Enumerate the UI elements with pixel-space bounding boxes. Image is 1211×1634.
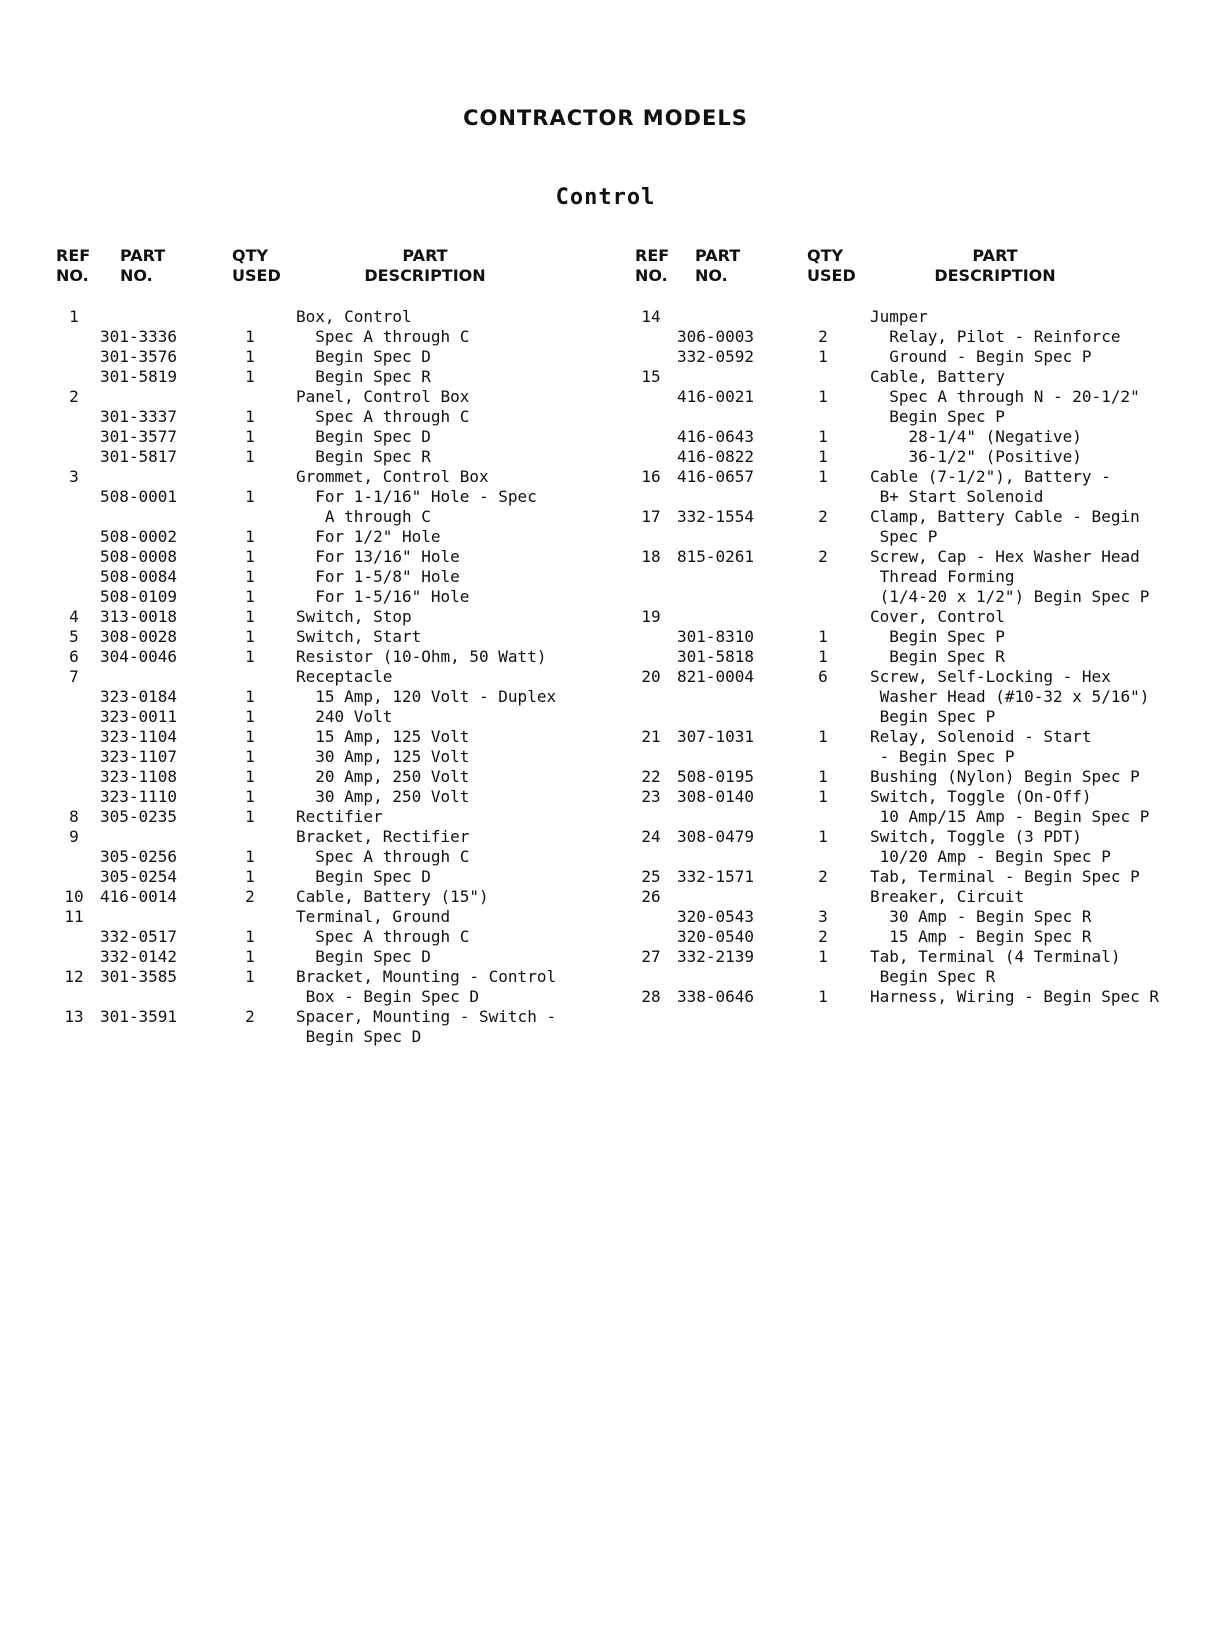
cell-desc: Switch, Toggle (3 PDT) xyxy=(870,827,1082,846)
cell-ref: 4 xyxy=(69,607,79,626)
cell-part: 320-0543 xyxy=(677,907,755,926)
table-row xyxy=(50,807,615,827)
table-row xyxy=(641,827,1211,847)
table-row xyxy=(641,547,1211,567)
cell-desc: 28-1/4" (Negative) xyxy=(870,427,1082,446)
col-desc-header: PART DESCRIPTION xyxy=(934,246,1056,285)
cell-part: 301-5818 xyxy=(677,647,755,666)
cell-qty: 1 xyxy=(245,647,255,666)
cell-part: 332-1554 xyxy=(677,507,755,526)
table-row xyxy=(50,787,615,807)
cell-ref: 28 xyxy=(641,987,661,1006)
cell-desc: Relay, Solenoid - Start xyxy=(870,727,1092,746)
col-ref-header: REF NO. xyxy=(635,246,670,285)
table-row xyxy=(650,647,1211,667)
cell-qty: 1 xyxy=(245,427,255,446)
cell-ref: 11 xyxy=(64,907,84,926)
cell-part: 313-0018 xyxy=(100,607,178,626)
cell-desc: Receptacle xyxy=(296,667,393,686)
cell-ref: 13 xyxy=(64,1007,84,1026)
table-row xyxy=(50,627,615,647)
cell-desc: 15 Amp - Begin Spec R xyxy=(870,927,1092,946)
cell-qty: 1 xyxy=(818,787,828,806)
cell-desc: Bracket, Mounting - Control xyxy=(296,967,557,986)
cell-qty: 1 xyxy=(245,347,255,366)
cell-desc: Switch, Start xyxy=(296,627,422,646)
cell-part: 301-3577 xyxy=(100,427,178,446)
cell-qty: 2 xyxy=(818,547,828,566)
table-row xyxy=(50,727,615,747)
cell-qty: 1 xyxy=(245,407,255,426)
table-row xyxy=(50,387,615,407)
cell-desc: Begin Spec D xyxy=(296,867,431,886)
table-row xyxy=(50,867,615,887)
cell-qty: 1 xyxy=(818,347,828,366)
table-body xyxy=(641,307,1211,1007)
cell-desc: Resistor (10-Ohm, 50 Watt) xyxy=(296,647,547,666)
table-row xyxy=(650,907,1211,927)
col-part-header: PART NO. xyxy=(120,246,166,285)
cell-desc: Begin Spec P xyxy=(870,707,996,726)
cell-qty: 1 xyxy=(818,427,828,446)
table-row xyxy=(650,747,1211,767)
table-row xyxy=(641,867,1211,887)
cell-desc: For 1-5/8" Hole xyxy=(296,567,460,586)
table-row xyxy=(641,727,1211,747)
table-row xyxy=(50,827,615,847)
table-row xyxy=(50,407,615,427)
cell-ref: 3 xyxy=(69,467,79,486)
cell-desc: Begin Spec P xyxy=(870,407,1005,426)
cell-part: 508-0002 xyxy=(100,527,178,546)
table-row xyxy=(50,527,615,547)
col-qty-header: QTY USED xyxy=(232,246,281,285)
cell-part: 332-0142 xyxy=(100,947,178,966)
table-row xyxy=(641,987,1211,1007)
cell-part: 301-5819 xyxy=(100,367,178,386)
table-row xyxy=(641,767,1211,787)
cell-desc: 15 Amp, 125 Volt xyxy=(296,727,470,746)
cell-qty: 2 xyxy=(818,927,828,946)
cell-qty: 6 xyxy=(818,667,828,686)
table-row xyxy=(50,887,615,907)
table-row xyxy=(641,667,1211,687)
col-ref-header: REF NO. xyxy=(56,246,91,285)
table-row xyxy=(50,987,615,1007)
cell-ref: 19 xyxy=(641,607,661,626)
cell-desc: Box - Begin Spec D xyxy=(296,987,480,1006)
cell-part: 323-1104 xyxy=(100,727,178,746)
cell-ref: 22 xyxy=(641,767,661,786)
cell-desc: Tab, Terminal (4 Terminal) xyxy=(870,947,1121,966)
cell-ref: 5 xyxy=(69,627,79,646)
cell-qty: 1 xyxy=(245,527,255,546)
cell-part: 307-1031 xyxy=(677,727,755,746)
cell-qty: 1 xyxy=(245,747,255,766)
cell-desc: Begin Spec P xyxy=(870,627,1005,646)
cell-desc: Screw, Self-Locking - Hex xyxy=(870,667,1111,686)
cell-desc: Cover, Control xyxy=(870,607,1005,626)
table-row xyxy=(650,807,1211,827)
cell-qty: 1 xyxy=(245,807,255,826)
table-row xyxy=(650,407,1211,427)
cell-qty: 1 xyxy=(818,987,828,1006)
cell-desc: Panel, Control Box xyxy=(296,387,470,406)
cell-desc: Spec A through C xyxy=(296,927,470,946)
table-row xyxy=(50,647,615,667)
cell-desc: 240 Volt xyxy=(296,707,393,726)
table-row xyxy=(650,567,1211,587)
cell-qty: 1 xyxy=(245,487,255,506)
cell-qty: 1 xyxy=(245,927,255,946)
cell-part: 332-0592 xyxy=(677,347,755,366)
table-row xyxy=(50,687,615,707)
cell-qty: 1 xyxy=(245,447,255,466)
cell-part: 305-0254 xyxy=(100,867,178,886)
cell-desc: Begin Spec R xyxy=(870,967,996,986)
parts-table-right xyxy=(635,246,1211,1007)
table-row xyxy=(641,947,1211,967)
cell-desc: 30 Amp - Begin Spec R xyxy=(870,907,1092,926)
cell-desc: Bracket, Rectifier xyxy=(296,827,470,846)
cell-desc: For 13/16" Hole xyxy=(296,547,460,566)
cell-qty: 1 xyxy=(818,447,828,466)
table-row xyxy=(50,707,615,727)
cell-desc: 36-1/2" (Positive) xyxy=(870,447,1082,466)
cell-qty: 1 xyxy=(245,607,255,626)
cell-desc: Ground - Begin Spec P xyxy=(870,347,1092,366)
cell-ref: 17 xyxy=(641,507,661,526)
cell-ref: 18 xyxy=(641,547,661,566)
cell-ref: 21 xyxy=(641,727,661,746)
cell-desc: 30 Amp, 250 Volt xyxy=(296,787,470,806)
table-header xyxy=(50,246,615,294)
table-row xyxy=(50,507,615,527)
cell-qty: 1 xyxy=(245,707,255,726)
cell-ref: 16 xyxy=(641,467,661,486)
cell-desc: Cable, Battery (15") xyxy=(296,887,489,906)
cell-part: 323-1107 xyxy=(100,747,178,766)
table-row xyxy=(50,847,615,867)
cell-part: 323-0184 xyxy=(100,687,178,706)
cell-desc: Jumper xyxy=(870,307,928,326)
cell-part: 308-0479 xyxy=(677,827,755,846)
cell-part: 416-0021 xyxy=(677,387,755,406)
table-row xyxy=(50,927,615,947)
cell-qty: 1 xyxy=(245,627,255,646)
cell-desc: Spec A through C xyxy=(296,407,470,426)
table-row xyxy=(50,567,615,587)
table-row xyxy=(50,467,615,487)
table-row xyxy=(50,547,615,567)
cell-qty: 1 xyxy=(245,327,255,346)
cell-qty: 3 xyxy=(818,907,828,926)
table-row xyxy=(50,327,615,347)
cell-desc: Spec P xyxy=(870,527,938,546)
cell-part: 508-0109 xyxy=(100,587,178,606)
cell-ref: 23 xyxy=(641,787,661,806)
cell-part: 338-0646 xyxy=(677,987,755,1006)
cell-qty: 1 xyxy=(245,547,255,566)
cell-part: 304-0046 xyxy=(100,647,178,666)
table-row xyxy=(650,347,1211,367)
cell-ref: 24 xyxy=(641,827,661,846)
table-body xyxy=(50,307,615,1047)
table-row xyxy=(650,527,1211,547)
cell-part: 306-0003 xyxy=(677,327,755,346)
table-row xyxy=(50,747,615,767)
table-row xyxy=(641,467,1211,487)
table-row xyxy=(650,967,1211,987)
cell-qty: 2 xyxy=(245,887,255,906)
cell-part: 301-5817 xyxy=(100,447,178,466)
table-row xyxy=(650,927,1211,947)
cell-part: 305-0235 xyxy=(100,807,178,826)
cell-ref: 9 xyxy=(69,827,79,846)
cell-desc: (1/4-20 x 1/2") Begin Spec P xyxy=(870,587,1150,606)
cell-part: 508-0001 xyxy=(100,487,178,506)
table-row xyxy=(650,687,1211,707)
table-row xyxy=(50,667,615,687)
cell-desc: 20 Amp, 250 Volt xyxy=(296,767,470,786)
cell-part: 815-0261 xyxy=(677,547,755,566)
cell-desc: Thread Forming xyxy=(870,567,1015,586)
cell-ref: 8 xyxy=(69,807,79,826)
cell-desc: Cable, Battery xyxy=(870,367,1005,386)
cell-desc: 30 Amp, 125 Volt xyxy=(296,747,470,766)
cell-qty: 1 xyxy=(245,947,255,966)
cell-qty: 1 xyxy=(245,787,255,806)
cell-ref: 14 xyxy=(641,307,661,326)
cell-part: 332-1571 xyxy=(677,867,755,886)
table-header xyxy=(635,246,1211,294)
table-row xyxy=(50,427,615,447)
cell-part: 323-0011 xyxy=(100,707,178,726)
cell-desc: 10 Amp/15 Amp - Begin Spec P xyxy=(870,807,1150,826)
cell-part: 305-0256 xyxy=(100,847,178,866)
cell-part: 301-8310 xyxy=(677,627,755,646)
table-row xyxy=(50,767,615,787)
table-row xyxy=(641,607,1211,627)
cell-desc: Spec A through N - 20-1/2" xyxy=(870,387,1140,406)
cell-qty: 2 xyxy=(818,327,828,346)
cell-qty: 1 xyxy=(245,687,255,706)
cell-qty: 2 xyxy=(818,867,828,886)
table-row xyxy=(650,427,1211,447)
parts-table-left xyxy=(50,246,615,1047)
table-row xyxy=(50,447,615,467)
cell-qty: 1 xyxy=(818,827,828,846)
col-qty-header: QTY USED xyxy=(807,246,856,285)
table-row xyxy=(650,387,1211,407)
table-row xyxy=(50,1007,615,1027)
cell-qty: 1 xyxy=(818,387,828,406)
cell-part: 332-0517 xyxy=(100,927,178,946)
cell-ref: 25 xyxy=(641,867,661,886)
cell-part: 821-0004 xyxy=(677,667,755,686)
cell-ref: 27 xyxy=(641,947,661,966)
cell-part: 301-3576 xyxy=(100,347,178,366)
cell-part: 508-0195 xyxy=(677,767,755,786)
cell-part: 308-0140 xyxy=(677,787,755,806)
cell-desc: Begin Spec R xyxy=(296,447,431,466)
cell-part: 332-2139 xyxy=(677,947,755,966)
table-row xyxy=(650,327,1211,347)
cell-ref: 20 xyxy=(641,667,661,686)
cell-qty: 1 xyxy=(245,767,255,786)
table-row xyxy=(50,307,615,327)
cell-part: 301-3585 xyxy=(100,967,178,986)
table-row xyxy=(50,967,615,987)
cell-desc: Begin Spec R xyxy=(870,647,1005,666)
cell-desc: 10/20 Amp - Begin Spec P xyxy=(870,847,1111,866)
table-row xyxy=(650,447,1211,467)
table-row xyxy=(50,907,615,927)
cell-desc: 15 Amp, 120 Volt - Duplex xyxy=(296,687,557,706)
cell-ref: 12 xyxy=(64,967,84,986)
cell-desc: Tab, Terminal - Begin Spec P xyxy=(870,867,1140,886)
cell-qty: 1 xyxy=(245,727,255,746)
cell-desc: - Begin Spec P xyxy=(870,747,1015,766)
table-row xyxy=(641,367,1211,387)
cell-desc: Begin Spec R xyxy=(296,367,431,386)
cell-desc: Switch, Toggle (On-Off) xyxy=(870,787,1092,806)
col-part-header: PART NO. xyxy=(695,246,741,285)
table-row xyxy=(50,367,615,387)
table-row xyxy=(650,707,1211,727)
table-row xyxy=(50,947,615,967)
cell-part: 323-1108 xyxy=(100,767,178,786)
table-row xyxy=(50,587,615,607)
cell-desc: For 1/2" Hole xyxy=(296,527,441,546)
cell-qty: 2 xyxy=(818,507,828,526)
cell-desc: B+ Start Solenoid xyxy=(870,487,1044,506)
cell-desc: Spec A through C xyxy=(296,327,470,346)
cell-qty: 1 xyxy=(245,967,255,986)
table-row xyxy=(50,347,615,367)
cell-desc: Relay, Pilot - Reinforce xyxy=(870,327,1121,346)
cell-ref: 2 xyxy=(69,387,79,406)
cell-desc: Breaker, Circuit xyxy=(870,887,1025,906)
cell-desc: For 1-1/16" Hole - Spec xyxy=(296,487,537,506)
cell-qty: 1 xyxy=(245,367,255,386)
cell-desc: Spacer, Mounting - Switch - xyxy=(296,1007,557,1026)
table-row xyxy=(50,487,615,507)
cell-qty: 1 xyxy=(245,847,255,866)
table-row xyxy=(50,1027,615,1047)
table-row xyxy=(641,507,1211,527)
cell-desc: A through C xyxy=(296,507,431,526)
col-desc-header: PART DESCRIPTION xyxy=(364,246,486,285)
cell-desc: Spec A through C xyxy=(296,847,470,866)
cell-desc: Clamp, Battery Cable - Begin xyxy=(870,507,1140,526)
cell-qty: 2 xyxy=(245,1007,255,1026)
cell-desc: Grommet, Control Box xyxy=(296,467,489,486)
cell-part: 416-0014 xyxy=(100,887,178,906)
table-row xyxy=(650,627,1211,647)
cell-part: 323-1110 xyxy=(100,787,178,806)
table-row xyxy=(650,587,1211,607)
table-row xyxy=(650,847,1211,867)
cell-qty: 1 xyxy=(818,727,828,746)
cell-qty: 1 xyxy=(818,467,828,486)
cell-qty: 1 xyxy=(245,867,255,886)
cell-desc: Begin Spec D xyxy=(296,427,431,446)
cell-qty: 1 xyxy=(818,627,828,646)
cell-part: 416-0643 xyxy=(677,427,755,446)
cell-part: 416-0657 xyxy=(677,467,755,486)
section-title: Control xyxy=(555,185,656,210)
cell-qty: 1 xyxy=(818,947,828,966)
table-row xyxy=(50,607,615,627)
cell-qty: 1 xyxy=(245,567,255,586)
cell-qty: 1 xyxy=(818,767,828,786)
cell-ref: 1 xyxy=(69,307,79,326)
cell-desc: Begin Spec D xyxy=(296,347,431,366)
cell-part: 301-3337 xyxy=(100,407,178,426)
cell-desc: Washer Head (#10-32 x 5/16") xyxy=(870,687,1150,706)
cell-ref: 10 xyxy=(64,887,84,906)
cell-ref: 6 xyxy=(69,647,79,666)
cell-part: 508-0084 xyxy=(100,567,178,586)
cell-desc: For 1-5/16" Hole xyxy=(296,587,470,606)
table-row xyxy=(641,787,1211,807)
cell-qty: 1 xyxy=(818,647,828,666)
cell-part: 320-0540 xyxy=(677,927,755,946)
cell-qty: 1 xyxy=(245,587,255,606)
cell-ref: 7 xyxy=(69,667,79,686)
cell-part: 301-3336 xyxy=(100,327,178,346)
cell-part: 508-0008 xyxy=(100,547,178,566)
cell-part: 416-0822 xyxy=(677,447,755,466)
cell-desc: Switch, Stop xyxy=(296,607,412,626)
cell-desc: Begin Spec D xyxy=(296,947,431,966)
table-row xyxy=(641,887,1211,907)
cell-part: 301-3591 xyxy=(100,1007,178,1026)
cell-desc: Screw, Cap - Hex Washer Head xyxy=(870,547,1140,566)
cell-part: 308-0028 xyxy=(100,627,178,646)
cell-desc: Box, Control xyxy=(296,307,412,326)
cell-desc: Terminal, Ground xyxy=(296,907,451,926)
cell-desc: Rectifier xyxy=(296,807,383,826)
page-title: CONTRACTOR MODELS xyxy=(463,106,748,130)
table-row xyxy=(650,487,1211,507)
cell-ref: 26 xyxy=(641,887,661,906)
cell-desc: Harness, Wiring - Begin Spec R xyxy=(870,987,1159,1006)
cell-desc: Cable (7-1/2"), Battery - xyxy=(870,467,1111,486)
table-row xyxy=(641,307,1211,327)
cell-ref: 15 xyxy=(641,367,661,386)
cell-desc: Bushing (Nylon) Begin Spec P xyxy=(870,767,1140,786)
cell-desc: Begin Spec D xyxy=(296,1027,422,1046)
